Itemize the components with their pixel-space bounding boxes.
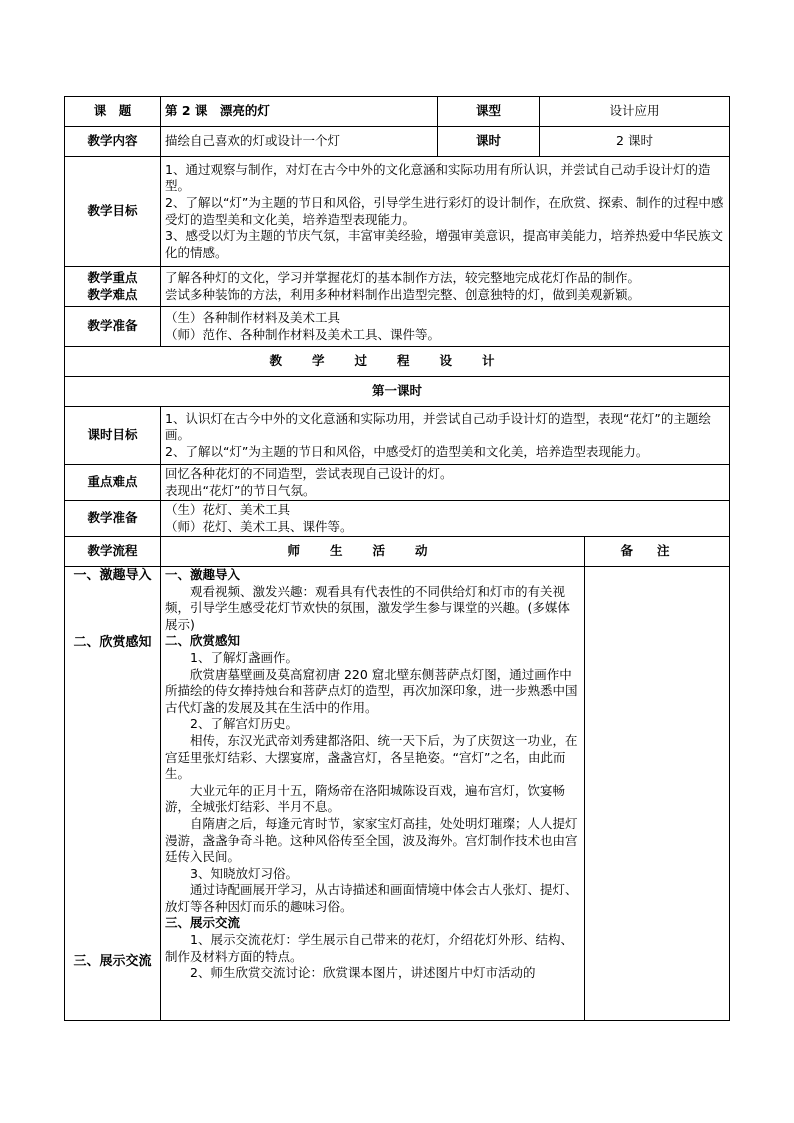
activity-paragraph: 欣赏唐墓壁画及莫高窟初唐 220 窟北壁东侧菩萨点灯图，通过画作中所描绘的侍女捧持烛台和菩萨点灯的造型，再次加深印象，进一步熟悉中国古代灯盏的发展及其在生活中的作用。 <box>165 666 578 715</box>
row-difficulty <box>65 465 730 501</box>
row-content <box>65 127 730 157</box>
process-title: 教学过程设计 <box>65 347 730 377</box>
row-flow-header <box>65 537 730 567</box>
flow-steps <box>65 567 161 1021</box>
row-lesson-goals <box>65 407 730 465</box>
activity-paragraph: 通过诗配画展开学习，从古诗描述和画面情境中体会古人张灯、提灯、放灯等各种因灯而乐的趣味习俗。 <box>165 882 578 914</box>
prep-text <box>161 307 730 347</box>
lesson-goals-label: 课时目标 <box>65 407 161 465</box>
lesson-prep-text <box>161 501 730 537</box>
goals-text <box>161 157 730 267</box>
lesson-goals-text <box>161 407 730 465</box>
content-label: 教学内容 <box>65 127 161 157</box>
difficulty-section-label: 重点难点 <box>65 465 161 501</box>
first-lesson-title: 第一课时 <box>65 377 730 407</box>
activity-paragraph: 2、了解宫灯历史。 <box>190 716 298 732</box>
prep-line: （师）范作、各种制作材料及美术工具、课件等。 <box>165 326 441 342</box>
row-lesson <box>65 97 730 127</box>
lesson-prep-line: （生）花灯、美术工具 <box>165 501 291 517</box>
key-points-labels <box>65 267 161 307</box>
section-heading: 三、展示交流 <box>165 915 241 931</box>
lesson-title: 第 2 课 漂亮的灯 <box>161 97 438 127</box>
flow-step: 一、激趣导入 <box>73 568 152 583</box>
type-value: 设计应用 <box>540 97 730 127</box>
flow-step: 三、展示交流 <box>73 954 152 969</box>
activity-paragraph: 相传，东汉光武帝刘秀建都洛阳、统一天下后，为了庆贺这一功业，在宫廷里张灯结彩、大摆宴席，盏盏宫灯，各呈艳姿。“宫灯”之名，由此而生。 <box>165 732 578 782</box>
lesson-prep-label: 教学准备 <box>65 501 161 537</box>
lesson-goal-line: 1、认识灯在古今中外的文化意涵和实际功用，并尝试自己动手设计灯的造型，表现“花灯”的主题绘画。 <box>165 410 711 443</box>
activity-paragraph: 观看视频、激发兴趣：观看具有代表性的不同供给灯和灯市的有关视频，引导学生感受花灯节欢快的氛围，激发学生参与课堂的兴趣。(多媒体展示) <box>165 583 570 632</box>
lesson-label: 课 题 <box>65 97 161 127</box>
activity-paragraph: 1、了解灯盏画作。 <box>190 649 298 665</box>
row-lesson-prep <box>65 501 730 537</box>
activity-paragraph: 3、知晓放灯习俗。 <box>190 865 298 881</box>
key-point-label: 教学重点 <box>87 269 138 285</box>
row-prep <box>65 307 730 347</box>
difficulty-line: 表现出“花灯”的节日气氛。 <box>165 482 316 498</box>
goal-item: 2、了解以“灯”为主题的节日和风俗，引导学生进行彩灯的设计制作，在欣赏、探索、制作的过程中感受灯的造型美和文化美，培养造型表现能力。 <box>165 194 724 227</box>
content-value: 描绘自己喜欢的灯或设计一个灯 <box>161 127 438 157</box>
flow-column-header: 教学流程 <box>65 537 161 567</box>
row-process-title <box>65 347 730 377</box>
type-label: 课型 <box>438 97 540 127</box>
row-key-points <box>65 267 730 307</box>
lesson-goal-line: 2、了解以“灯”为主题的节日和风俗，中感受灯的造型美和文化美，培养造型表现能力。 <box>165 443 649 459</box>
activity-paragraph: 1、展示交流花灯：学生展示自己带来的花灯，介绍花灯外形、结构、制作及材料方面的特点。 <box>165 932 573 964</box>
activity-paragraph: 2、师生欣赏交流讨论：欣赏课本图片，讲述图片中灯市活动的 <box>190 965 536 981</box>
goals-label: 教学目标 <box>65 157 161 267</box>
hours-label: 课时 <box>438 127 540 157</box>
difficulty-line: 尝试多种装饰的方法，利用多种材料制作出造型完整、创意独特的灯，做到美观新颖。 <box>165 286 641 302</box>
row-goals <box>65 157 730 267</box>
activity-paragraph: 大业元年的正月十五，隋炀帝在洛阳城陈设百戏，遍布宫灯，饮宴畅游，全城张灯结彩、半月不息。 <box>165 782 566 815</box>
row-flow-body <box>65 567 730 1021</box>
flow-step: 二、欣赏感知 <box>73 635 152 650</box>
section-heading: 二、欣赏感知 <box>165 633 241 649</box>
goal-item: 3、感受以灯为主题的节庆气氛，丰富审美经验，增强审美意识，提高审美能力，培养热爱中华民族文化的情感。 <box>165 228 723 260</box>
lesson-plan-table <box>64 96 730 1021</box>
prep-label: 教学准备 <box>65 307 161 347</box>
section-heading: 一、激趣导入 <box>165 567 241 582</box>
hours-value: 2 课时 <box>540 127 730 157</box>
difficulty-text <box>161 465 730 501</box>
note-column-header: 备注 <box>585 537 730 567</box>
note-content <box>585 567 730 1021</box>
lesson-prep-line: （师）花灯、美术工具、课件等。 <box>165 518 353 534</box>
key-points-text <box>161 267 730 307</box>
difficulty-line: 回忆各种花灯的不同造型，尝试表现自己设计的灯。 <box>165 465 453 481</box>
row-first-lesson <box>65 377 730 407</box>
key-point-line: 了解各种灯的文化，学习并掌握花灯的基本制作方法，较完整地完成花灯作品的制作。 <box>165 269 641 285</box>
activity-paragraph: 自隋唐之后，每逢元宵时节，家家宝灯高挂，处处明灯璀璨；人人提灯漫游，盏盏争奇斗艳。这种风俗传至全国，波及海外。宫灯制作技术也由宫廷传入民间。 <box>165 815 578 865</box>
prep-line: （生）各种制作材料及美术工具 <box>165 309 341 325</box>
activity-column-header: 师生活动 <box>161 537 585 567</box>
difficulty-label: 教学难点 <box>87 286 138 302</box>
goal-item: 1、通过观察与制作，对灯在古今中外的文化意涵和实际功用有所认识，并尝试自己动手设计灯的造型。 <box>165 161 711 194</box>
activity-content <box>161 567 585 1021</box>
